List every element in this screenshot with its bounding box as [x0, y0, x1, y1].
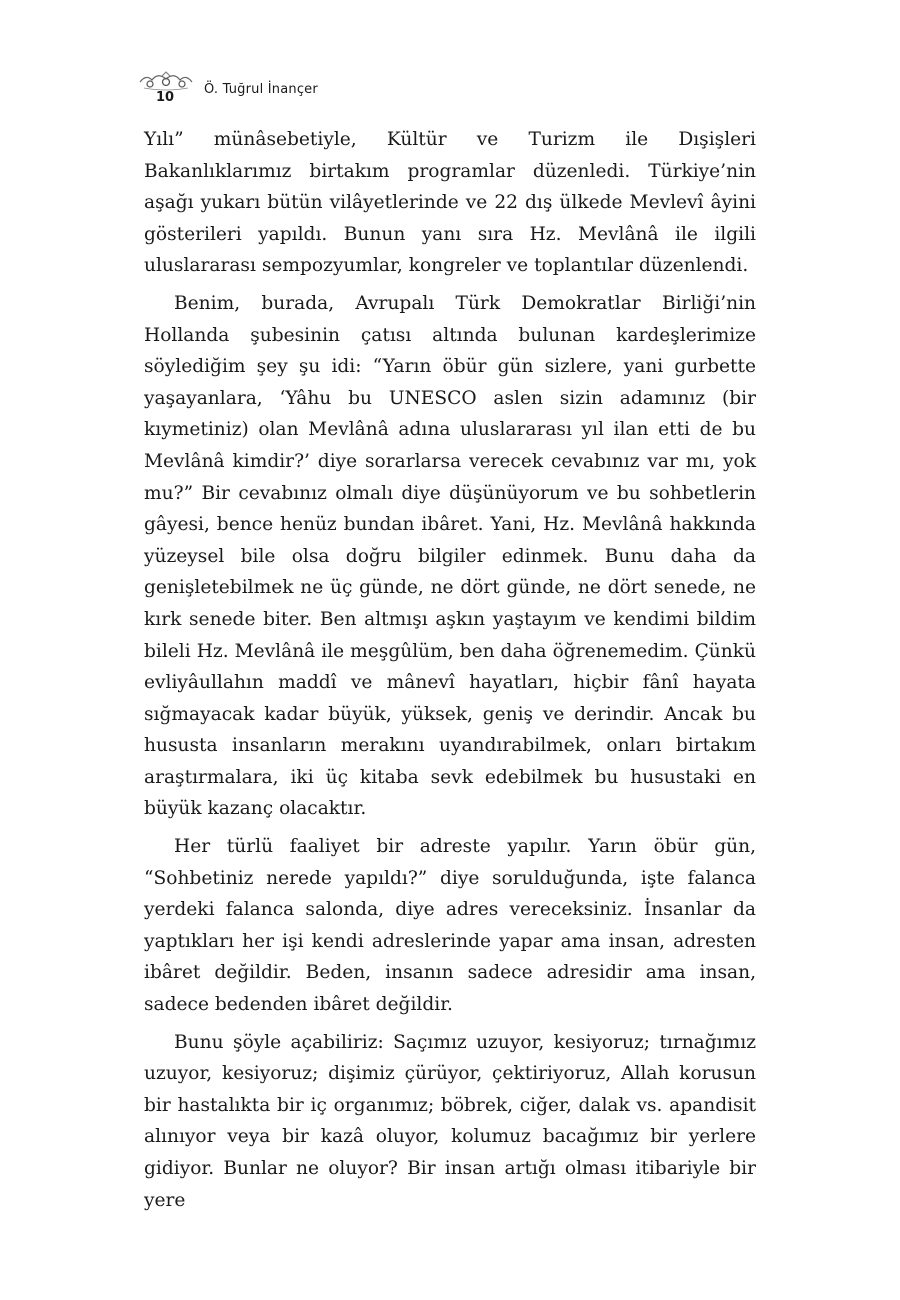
page-header [138, 70, 538, 110]
page-number: 10 [156, 90, 175, 105]
floral-ornament-icon [138, 70, 194, 92]
body-text [144, 124, 756, 1222]
paragraph-2: Benim, burada, Avrupalı Türk Demokratlar Birliği’nin Hollanda şubesinin çatısı altında bulunan kardeşlerimize söylediğim şey şu idi: “Yarın öbür gün sizlere, yani gurbette yaşayanlara, ‘Yâhu bu UNESCO aslen sizin adamınız (bir kıymetiniz) olan Mevlânâ adına uluslararası yıl ilan etti de bu Mevlânâ kimdir?’ diye sorarlarsa verecek cevabınız var mı, yok mu?” Bir cevabınız olmalı diye düşünüyorum ve bu sohbetlerin gâyesi, bence henüz bundan ibâret. Yani, Hz. Mevlânâ hakkında yüzeysel bile olsa doğru bilgiler edinmek. Bunu daha da genişletebilmek ne üç günde, ne dört günde, ne dört senede, ne kırk senede biter. Ben altmışı aşkın yaştayım ve kendimi bildim bileli Hz. Mevlânâ ile meşgûlüm, ben daha öğrenemedim. Çünkü evliyâullahın maddî ve mânevî hayatları, hiçbir fânî hayata sığmayacak kadar büyük, yüksek, geniş ve derindir. Ancak bu hususta insanların merakını uyandırabilmek, onları birtakım araştırmalara, iki üç kitaba sevk edebilmek bu husustaki en büyük kazanç olacaktır. [144, 292, 756, 820]
running-head-author: Ö. Tuğrul İnançer [204, 82, 318, 97]
paragraph-4: Bunu şöyle açabiliriz: Saçımız uzuyor, kesiyoruz; tırnağımız uzuyor, kesiyoruz; dişimiz çürüyor, çektiriyoruz, Allah korusun bir hastalıkta bir iç organımız; böbrek, ciğer, dalak vs. apandisit alınıyor veya bir kazâ oluyor, kolumuz bacağımız bir yerlere gidiyor. Bunlar ne oluyor? Bir insan artığı olması itibariyle bir yere [144, 1031, 756, 1211]
paragraph-1: Yılı” münâsebetiyle, Kültür ve Turizm ile Dışişleri Bakanlıklarımız birtakım programlar düzenledi. Türkiye’nin aşağı yukarı bütün vilâyetlerinde ve 22 dış ülkede Mevlevî âyini gösterileri yapıldı. Bunun yanı sıra Hz. Mevlânâ ile ilgili uluslararası sempozyumlar, kongreler ve toplantılar düzenlendi. [144, 129, 756, 277]
paragraph-3: Her türlü faaliyet bir adreste yapılır. Yarın öbür gün, “Sohbetiniz nerede yapıldı?” diye sorulduğunda, işte falanca yerdeki falanca salonda, diye adres vereceksiniz. İnsanlar da yaptıkları her işi kendi adreslerinde yapar ama insan, adresten ibâret değildir. Beden, insanın sadece adresidir ama insan, sadece bedenden ibâret değildir. [144, 836, 756, 1016]
